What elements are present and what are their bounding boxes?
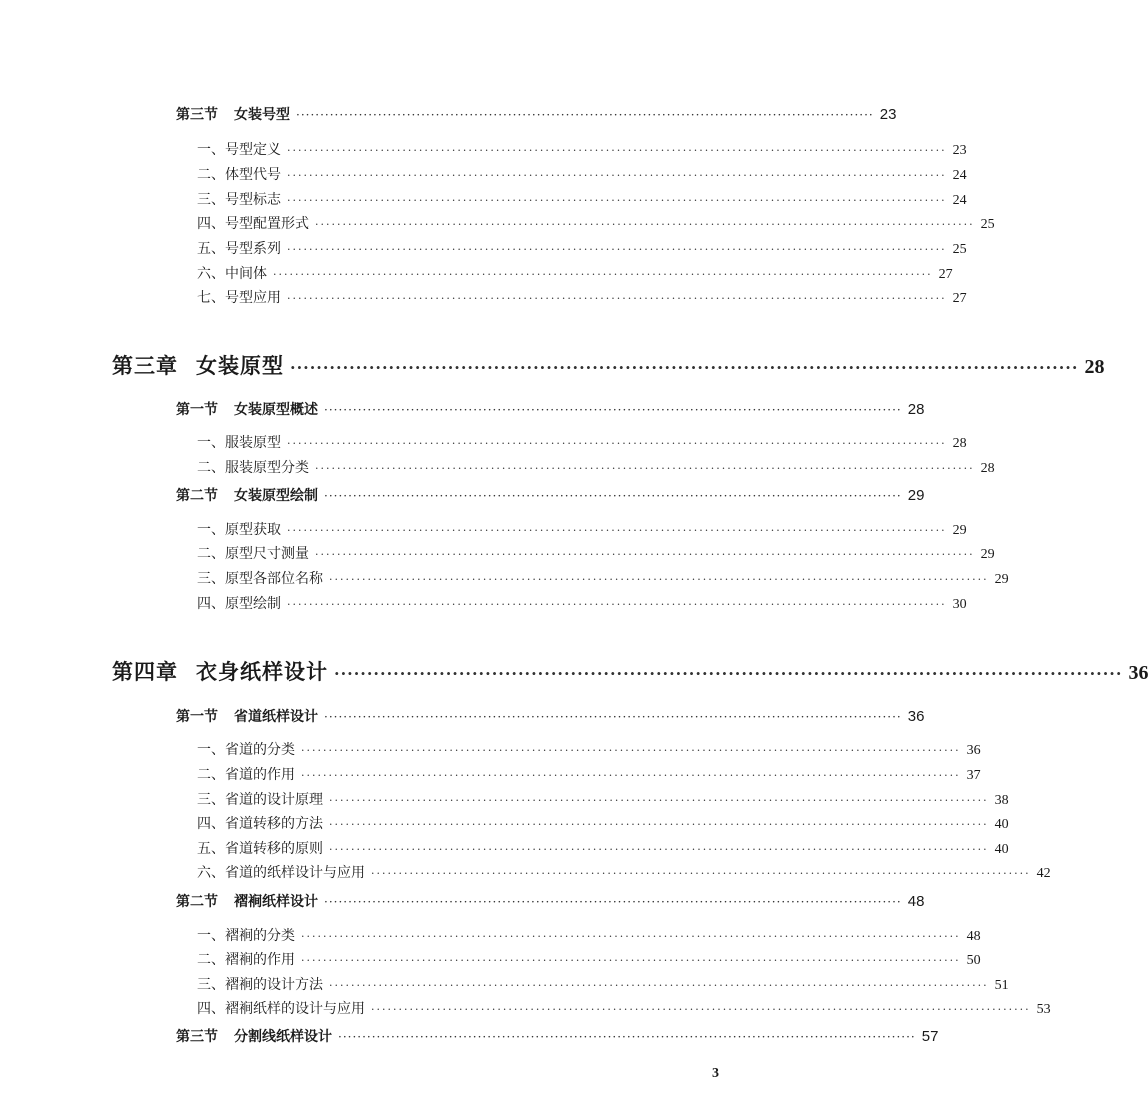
toc-page-number: 25 xyxy=(980,217,995,232)
toc-entry-label: 第三章 女装原型 xyxy=(112,353,284,378)
toc-entry-label: 第二节 褶裥纸样设计 xyxy=(176,894,318,910)
toc-entry-label: 四、褶裥纸样的设计与应用 xyxy=(197,1001,365,1017)
dot-leader: ························································································································ xyxy=(329,573,989,586)
toc-entry-label: 一、服装原型 xyxy=(197,435,281,451)
toc-entry-label: 四、原型绘制 xyxy=(197,596,281,612)
toc-item-row[interactable] xyxy=(197,519,967,541)
toc-entry-label: 四、省道转移的方法 xyxy=(197,816,323,832)
dot-leader: ························································································································ xyxy=(287,169,947,182)
toc-page-number: 24 xyxy=(952,168,967,183)
toc-entry-label: 第一节 省道纸样设计 xyxy=(176,709,318,725)
dot-leader: ························································································································ xyxy=(324,895,902,909)
toc-item-row[interactable] xyxy=(197,139,967,161)
toc-section-row[interactable] xyxy=(176,399,925,423)
toc-item-row[interactable] xyxy=(197,925,981,947)
toc-page-number: 23 xyxy=(952,143,967,158)
dot-leader: ························································································································ xyxy=(301,954,961,967)
toc-entry-label: 第三节 分割线纸样设计 xyxy=(176,1029,332,1045)
toc-page-number: 27 xyxy=(938,267,953,282)
toc-entry-label: 一、原型获取 xyxy=(197,522,281,538)
toc-page-number: 57 xyxy=(921,1028,939,1045)
toc-item-row[interactable] xyxy=(197,949,981,971)
dot-leader: ························································································································ xyxy=(287,524,947,537)
toc-page-number: 48 xyxy=(907,893,925,910)
dot-leader: ························································································································ xyxy=(371,1003,1031,1016)
dot-leader: ························································································································ xyxy=(287,437,947,450)
toc-item-row[interactable] xyxy=(197,862,1051,884)
dot-leader: ························································································································ xyxy=(287,144,947,157)
toc-page-number: 28 xyxy=(952,436,967,451)
toc-chapter-row[interactable] xyxy=(112,350,1105,386)
toc-section-row[interactable] xyxy=(176,706,925,730)
toc-page-number: 29 xyxy=(980,547,995,562)
toc-page-number: 51 xyxy=(994,978,1009,993)
toc-page-number: 36 xyxy=(966,743,981,758)
toc-entry-label: 六、中间体 xyxy=(197,266,267,282)
dot-leader: ························································································································ xyxy=(287,194,947,207)
dot-leader: ························································································································ xyxy=(324,403,902,417)
toc-entry-label: 三、号型标志 xyxy=(197,192,281,208)
toc-entry-label: 三、褶裥的设计方法 xyxy=(197,977,323,993)
toc-page-number: 25 xyxy=(952,242,967,257)
toc-entry-label: 第二节 女装原型绘制 xyxy=(176,488,318,504)
toc-section-row[interactable] xyxy=(176,485,925,509)
dot-leader: ························································································································ xyxy=(329,818,989,831)
dot-leader: ························································································································ xyxy=(301,930,961,943)
dot-leader: ························································································································ xyxy=(290,358,1079,377)
toc-page-number: 40 xyxy=(994,817,1009,832)
dot-leader: ························································································································ xyxy=(338,1030,916,1044)
toc-page-number: 37 xyxy=(966,768,981,783)
dot-leader: ························································································································ xyxy=(287,598,947,611)
toc-item-row[interactable] xyxy=(197,593,967,615)
dot-leader: ························································································································ xyxy=(287,243,947,256)
dot-leader: ························································································································ xyxy=(371,867,1031,880)
toc-item-row[interactable] xyxy=(197,213,995,235)
toc-entry-label: 一、省道的分类 xyxy=(197,742,295,758)
toc-page-number: 27 xyxy=(952,291,967,306)
toc-item-row[interactable] xyxy=(197,568,1009,590)
toc-entry-label: 第三节 女装号型 xyxy=(176,107,290,123)
toc-entry-label: 四、号型配置形式 xyxy=(197,216,309,232)
dot-leader: ························································································································ xyxy=(287,292,947,305)
toc-page-number: 30 xyxy=(952,597,967,612)
toc-page-number: 40 xyxy=(994,842,1009,857)
toc-entry-label: 第一节 女装原型概述 xyxy=(176,402,318,418)
toc-section-row[interactable] xyxy=(176,1026,939,1050)
toc-page-number: 36 xyxy=(1128,662,1148,684)
toc-entry-label: 二、原型尺寸测量 xyxy=(197,546,309,562)
toc-entry-label: 三、原型各部位名称 xyxy=(197,571,323,587)
toc-item-row[interactable] xyxy=(197,813,1009,835)
toc-entry-label: 六、省道的纸样设计与应用 xyxy=(197,865,365,881)
dot-leader: ························································································································ xyxy=(329,794,989,807)
toc-item-row[interactable] xyxy=(197,764,981,786)
dot-leader: ························································································································ xyxy=(315,462,975,475)
toc-page-number: 23 xyxy=(879,106,897,123)
dot-leader: ························································································································ xyxy=(273,268,933,281)
toc-item-row[interactable] xyxy=(197,432,967,454)
dot-leader: ························································································································ xyxy=(315,548,975,561)
dot-leader: ························································································································ xyxy=(301,744,961,757)
dot-leader: ························································································································ xyxy=(296,108,874,122)
toc-item-row[interactable] xyxy=(197,164,967,186)
toc-entry-label: 二、体型代号 xyxy=(197,167,281,183)
toc-item-row[interactable] xyxy=(197,543,995,565)
toc-page-number: 53 xyxy=(1036,1002,1051,1017)
dot-leader: ························································································································ xyxy=(301,769,961,782)
toc-page-number: 24 xyxy=(952,193,967,208)
dot-leader: ························································································································ xyxy=(324,710,902,724)
toc-page-number: 29 xyxy=(907,487,925,504)
toc-item-row[interactable] xyxy=(197,974,1009,996)
dot-leader: ························································································································ xyxy=(324,489,902,503)
dot-leader: ························································································································ xyxy=(315,218,975,231)
toc-page-number: 48 xyxy=(966,929,981,944)
toc-page-number: 28 xyxy=(980,461,995,476)
toc-entry-label: 五、省道转移的原则 xyxy=(197,841,323,857)
toc-item-row[interactable] xyxy=(197,189,967,211)
toc-section-row[interactable] xyxy=(176,104,897,128)
toc-item-row[interactable] xyxy=(197,287,967,309)
toc-item-row[interactable] xyxy=(197,789,1009,811)
toc-entry-label: 五、号型系列 xyxy=(197,241,281,257)
toc-section-row[interactable] xyxy=(176,891,925,915)
toc-page-number: 50 xyxy=(966,953,981,968)
toc-item-row[interactable] xyxy=(197,739,981,761)
toc-entry-label: 第四章 衣身纸样设计 xyxy=(112,659,328,684)
toc-item-row[interactable] xyxy=(197,457,995,479)
toc-page-number: 29 xyxy=(952,523,967,538)
toc-chapter-row[interactable] xyxy=(112,656,1148,692)
toc-entry-label: 二、服装原型分类 xyxy=(197,460,309,476)
toc-entry-label: 一、褶裥的分类 xyxy=(197,928,295,944)
toc-page-number: 29 xyxy=(994,572,1009,587)
toc-entry-label: 二、省道的作用 xyxy=(197,767,295,783)
dot-leader: ························································································································ xyxy=(329,979,989,992)
toc-item-row[interactable] xyxy=(197,238,967,260)
toc-page-number: 42 xyxy=(1036,866,1051,881)
toc-page-number: 38 xyxy=(994,793,1009,808)
toc-entry-label: 二、褶裥的作用 xyxy=(197,952,295,968)
dot-leader: ························································································································ xyxy=(329,843,989,856)
toc-entry-label: 七、号型应用 xyxy=(197,290,281,306)
toc-page-number: 28 xyxy=(1084,356,1105,378)
toc-item-row[interactable] xyxy=(197,263,953,285)
toc-entry-label: 三、省道的设计原理 xyxy=(197,792,323,808)
page-number: 3 xyxy=(712,1066,719,1081)
toc-page-number: 36 xyxy=(907,708,925,725)
toc-item-row[interactable] xyxy=(197,838,1009,860)
dot-leader: ························································································································ xyxy=(334,664,1123,683)
toc-entry-label: 一、号型定义 xyxy=(197,142,281,158)
toc-page-number: 28 xyxy=(907,401,925,418)
toc-item-row[interactable] xyxy=(197,998,1051,1020)
